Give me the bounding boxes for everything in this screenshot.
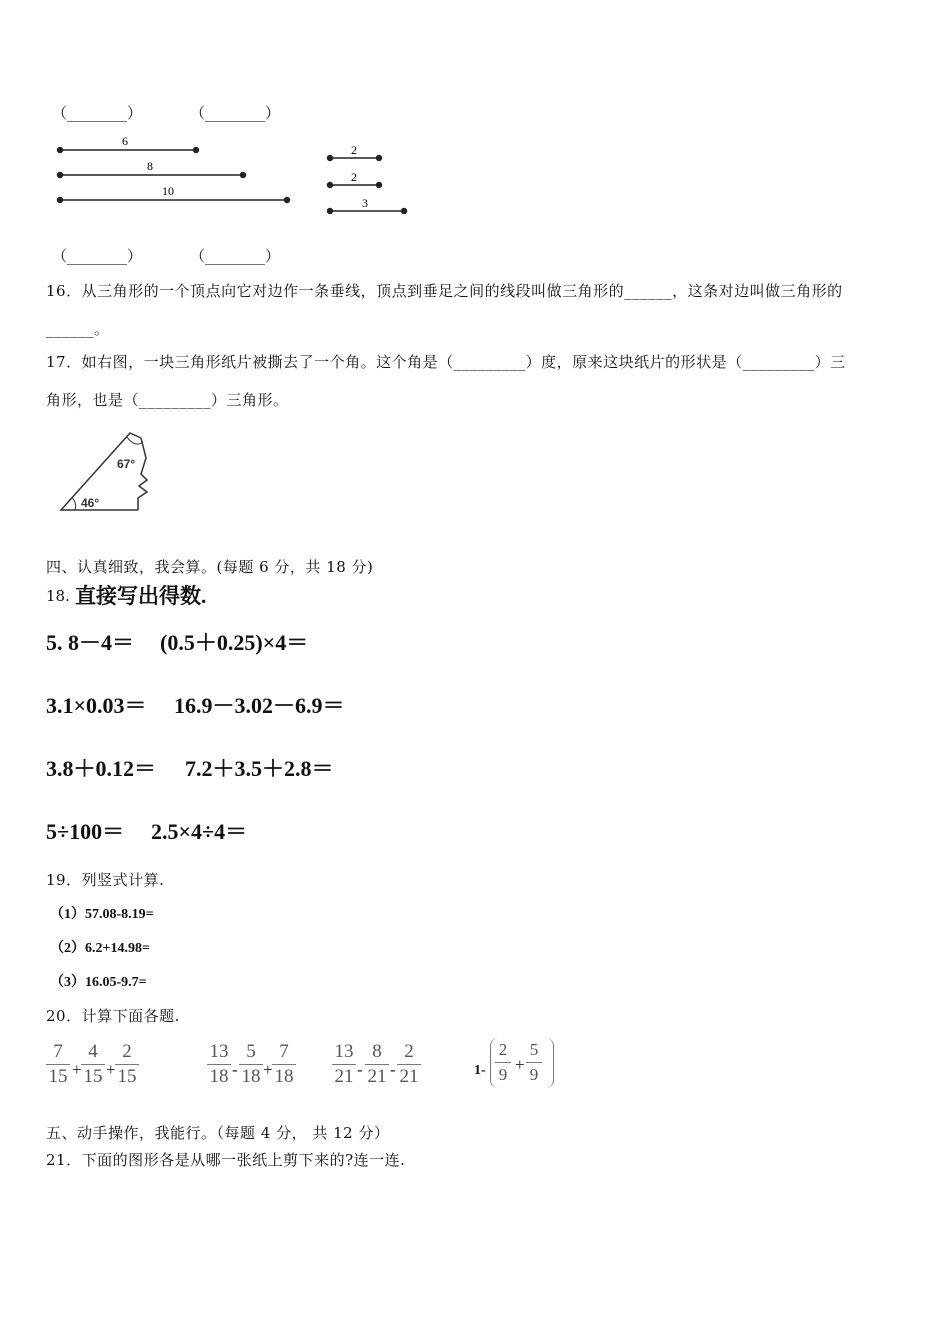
expr1-fraction-1: 7 15 — [46, 1042, 70, 1087]
expr4-op-1: + — [515, 1055, 525, 1074]
question-18-header — [46, 580, 206, 610]
expr3-op-2: - — [390, 1060, 396, 1079]
expr3-op-1: - — [357, 1060, 363, 1079]
question-18-title: 直接写出得数. — [74, 584, 207, 608]
expr3-fraction-2: 8 21 — [365, 1042, 389, 1087]
calc-1a: 5. 8－4＝ — [46, 630, 135, 655]
segment-label-2a: 2 — [351, 143, 357, 157]
expr3-fraction-1: 13 21 — [332, 1042, 356, 1087]
calc-1b: (0.5＋0.25)×4＝ — [160, 630, 309, 655]
expr4-fraction-1: 2 9 — [495, 1040, 511, 1085]
question-17-line1: 17．如右图，一块三角形纸片被撕去了一个角。这个角是（_________）度，原来这块纸片的形状是（_________）三 — [46, 353, 846, 371]
calc-2a: 3.1×0.03＝ — [46, 693, 147, 718]
question-16-line1: 16．从三角形的一个顶点向它对边作一条垂线，顶点到垂足之间的线段叫做三角形的______，这条对边叫做三角形的 — [46, 282, 843, 300]
segment-label-3: 3 — [362, 196, 368, 210]
expr3-fraction-3: 2 21 — [397, 1042, 421, 1087]
angle-67-label: 67° — [117, 457, 136, 471]
blank-bottom-left: （________） — [52, 247, 143, 265]
expr1-op-2: + — [106, 1060, 116, 1079]
expr2-fraction-1: 13 18 — [207, 1042, 231, 1087]
torn-triangle-figure — [55, 428, 165, 518]
expr1-op-1: + — [72, 1060, 82, 1079]
segment-label-6: 6 — [122, 134, 128, 148]
calc-3a: 3.8＋0.12＝ — [46, 756, 157, 781]
expr2-op-2: + — [263, 1060, 273, 1079]
calc-4b: 2.5×4÷4＝ — [151, 819, 248, 844]
blank-top-left: （________） — [52, 104, 143, 122]
question-18-number: 18. — [46, 587, 70, 605]
blank-bottom-right: （________） — [190, 247, 281, 265]
expr2-op-1: - — [232, 1060, 238, 1079]
q19-item-3: （3）16.05-9.7= — [50, 975, 147, 990]
calc-2b: 16.9－3.02－6.9＝ — [174, 693, 345, 718]
segment-label-10: 10 — [162, 184, 174, 198]
question-16-line2: ______。 — [46, 320, 110, 338]
q19-item-2: （2）6.2+14.98= — [50, 941, 150, 956]
q19-item-1: （1）57.08-8.19= — [50, 907, 154, 922]
question-19-title: 19．列竖式计算. — [46, 871, 165, 889]
calc-3b: 7.2＋3.5＋2.8＝ — [185, 756, 334, 781]
segment-label-2b: 2 — [351, 170, 357, 184]
segment-figure — [0, 125, 450, 225]
expr1-fraction-3: 2 15 — [115, 1042, 139, 1087]
question-17-line2: 角形，也是（_________）三角形。 — [46, 391, 289, 409]
calc-4a: 5÷100＝ — [46, 819, 125, 844]
segment-label-8: 8 — [147, 159, 153, 173]
angle-46-label: 46° — [81, 496, 100, 510]
section-5-heading: 五、动手操作，我能行。（每题 4 分， 共 12 分） — [46, 1124, 390, 1142]
question-21-title: 21．下面的图形各是从哪一张纸上剪下来的?连一连. — [46, 1151, 406, 1169]
expr4-fraction-2: 5 9 — [526, 1040, 542, 1085]
question-20-title: 20．计算下面各题. — [46, 1007, 180, 1025]
expr4-prefix: 1- — [474, 1063, 486, 1078]
expr2-fraction-3: 7 18 — [272, 1042, 296, 1087]
section-4-heading: 四、认真细致，我会算。(每题 6 分，共 18 分) — [46, 558, 374, 576]
expr2-fraction-2: 5 18 — [239, 1042, 263, 1087]
blank-top-right: （________） — [190, 104, 281, 122]
expr1-fraction-2: 4 15 — [81, 1042, 105, 1087]
